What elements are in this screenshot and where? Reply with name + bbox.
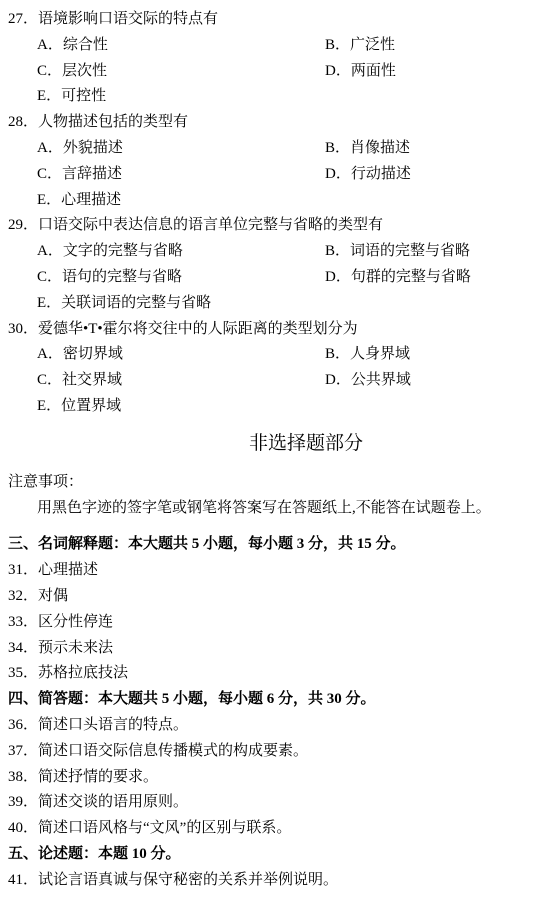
question-33 (0, 610, 543, 636)
option-text: 语句的完整与省略 (62, 268, 183, 285)
option-row (0, 291, 543, 317)
option-d (325, 162, 411, 188)
option-row (0, 33, 543, 59)
question-stem (0, 213, 543, 239)
question-text: 人物描述包括的类型有 (38, 114, 189, 131)
question-27 (0, 7, 543, 110)
option-row (0, 342, 543, 368)
question-37 (0, 739, 543, 765)
question-number: 29． (8, 217, 39, 234)
option-row (0, 188, 543, 214)
question-28 (0, 110, 543, 213)
option-text: 层次性 (62, 62, 108, 79)
question-31 (0, 558, 543, 584)
option-text: 文字的完整与省略 (62, 243, 183, 260)
question-29 (0, 213, 543, 316)
notice-body: 用黑色字迹的签字笔或钢笔将答案写在答题纸上,不能答在试题卷上。 (37, 499, 491, 516)
question-text: 语境影响口语交际的特点有 (38, 11, 219, 27)
question-number: 35． (8, 665, 39, 682)
option-c (37, 368, 122, 394)
question-number: 32． (8, 587, 39, 604)
option-letter: E． (37, 397, 62, 414)
option-letter: B． (325, 36, 351, 53)
option-row (0, 265, 543, 291)
question-number: 39． (8, 794, 39, 811)
option-letter: C． (37, 62, 63, 79)
option-letter: B． (325, 346, 351, 363)
question-41 (0, 868, 543, 894)
option-d (325, 265, 471, 291)
question-40 (0, 816, 543, 842)
option-row (0, 162, 543, 188)
section-short-answer (0, 687, 543, 842)
question-text: 简述口头语言的特点。 (38, 716, 189, 733)
option-e (37, 291, 211, 317)
question-text: 简述口语交际信息传播模式的构成要素。 (38, 742, 309, 759)
option-b (325, 342, 410, 368)
option-d (325, 59, 396, 85)
option-letter: E． (37, 88, 62, 105)
option-text: 外貌描述 (62, 139, 123, 156)
option-text: 密切界域 (62, 346, 123, 363)
option-text: 关联词语的完整与省略 (61, 294, 212, 311)
question-text: 心理描述 (38, 562, 99, 579)
question-number: 36． (8, 716, 39, 733)
option-a (37, 33, 108, 59)
option-text: 位置界域 (61, 397, 122, 414)
question-36 (0, 713, 543, 739)
question-text: 苏格拉底技法 (38, 665, 129, 682)
option-text: 心理描述 (61, 191, 122, 208)
option-letter: A． (37, 346, 63, 363)
option-e (37, 188, 121, 214)
option-row (0, 136, 543, 162)
question-34 (0, 636, 543, 662)
question-text: 口语交际中表达信息的语言单位完整与省略的类型有 (38, 217, 384, 234)
question-text: 试论言语真诚与保守秘密的关系并举例说明。 (38, 871, 339, 888)
option-c (37, 59, 107, 85)
option-text: 言辞描述 (62, 165, 123, 182)
option-c (37, 162, 122, 188)
question-stem (0, 317, 543, 343)
question-35 (0, 661, 543, 687)
question-number: 30． (8, 320, 39, 337)
option-text: 两面性 (350, 62, 396, 79)
option-letter: A． (37, 139, 63, 156)
option-row (0, 239, 543, 265)
part-title: 非选择题部分 (249, 432, 364, 454)
question-number: 31． (8, 562, 39, 579)
option-c (37, 265, 182, 291)
option-letter: B． (325, 139, 351, 156)
question-number: 38． (8, 768, 39, 785)
option-e (37, 84, 106, 110)
question-39 (0, 790, 543, 816)
option-letter: C． (37, 165, 63, 182)
option-letter: D． (325, 62, 351, 79)
question-text: 简述交谈的语用原则。 (38, 794, 189, 811)
option-a (37, 239, 183, 265)
question-number: 41． (8, 871, 39, 888)
option-text: 综合性 (62, 36, 108, 53)
question-stem (0, 7, 543, 33)
option-d (325, 368, 411, 394)
option-a (37, 136, 123, 162)
question-30 (0, 317, 543, 420)
option-row (0, 368, 543, 394)
question-text: 区分性停连 (38, 613, 114, 630)
option-text: 肖像描述 (350, 139, 411, 156)
question-number: 27． (8, 11, 39, 27)
notice-heading: 注意事项： (8, 473, 84, 490)
question-text: 简述口语风格与“文风”的区别与联系。 (38, 820, 292, 837)
option-row (0, 394, 543, 420)
section-heading: 四、简答题：本大题共 5 小题，每小题 6 分，共 30 分。 (8, 691, 376, 708)
option-b (325, 33, 395, 59)
option-text: 广泛性 (350, 36, 396, 53)
question-number: 28． (8, 114, 39, 131)
question-text: 对偶 (38, 587, 69, 604)
question-number: 37． (8, 742, 39, 759)
question-text: 简述抒情的要求。 (38, 768, 159, 785)
option-row (0, 59, 543, 85)
option-text: 可控性 (61, 88, 107, 105)
option-text: 句群的完整与省略 (350, 268, 471, 285)
section-term-explanation (0, 532, 543, 687)
section-heading: 五、论述题：本题 10 分。 (8, 845, 181, 862)
section-essay (0, 842, 543, 894)
option-letter: A． (37, 243, 63, 260)
option-letter: C． (37, 268, 63, 285)
option-text: 社交界域 (62, 372, 123, 389)
option-letter: E． (37, 191, 62, 208)
question-text: 爱德华•T•霍尔将交往中的人际距离的类型划分为 (38, 320, 358, 337)
option-letter: E． (37, 294, 62, 311)
option-text: 行动描述 (350, 165, 411, 182)
section-heading: 三、名词解释题：本大题共 5 小题，每小题 3 分，共 15 分。 (8, 536, 406, 553)
option-b (325, 136, 410, 162)
question-32 (0, 584, 543, 610)
option-letter: C． (37, 372, 63, 389)
option-row (0, 84, 543, 110)
option-letter: A． (37, 36, 63, 53)
option-letter: B． (325, 243, 351, 260)
option-letter: D． (325, 372, 351, 389)
option-e (37, 394, 121, 420)
option-text: 词语的完整与省略 (350, 243, 471, 260)
question-text: 预示未来法 (38, 639, 114, 656)
question-stem (0, 110, 543, 136)
option-letter: D． (325, 165, 351, 182)
option-letter: D． (325, 268, 351, 285)
option-text: 公共界域 (350, 372, 411, 389)
question-number: 34． (8, 639, 39, 656)
question-number: 40． (8, 820, 39, 837)
option-a (37, 342, 123, 368)
question-38 (0, 765, 543, 791)
option-text: 人身界域 (350, 346, 411, 363)
question-number: 33． (8, 613, 39, 630)
option-b (325, 239, 470, 265)
